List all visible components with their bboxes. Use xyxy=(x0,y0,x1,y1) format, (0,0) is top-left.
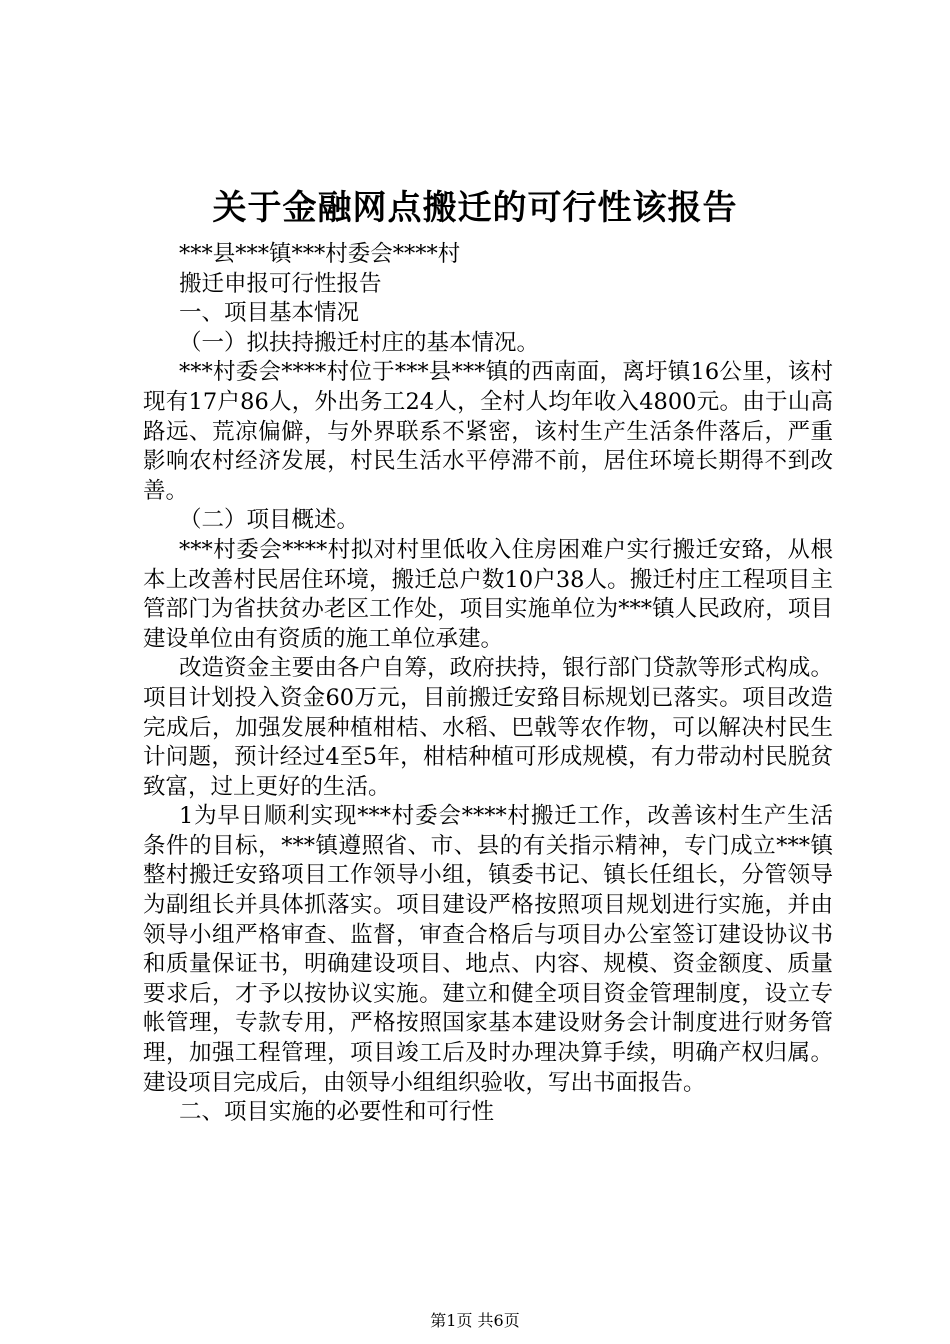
subsection-heading-1: （一）拟扶持搬迁村庄的基本情况。 xyxy=(179,329,540,356)
section-heading-1: 一、项目基本情况 xyxy=(179,300,360,327)
document-body xyxy=(143,240,833,1128)
paragraph-address: ***县***镇***村委会****村 xyxy=(179,241,461,267)
paragraph-village-situation: ***村委会****村位于***县***镇的西南面，离圩镇16公里，该村现有17户86人，外出务工24人，全村人均年收入4800元。由于山高路远、荒凉偏僻，与外界联系不紧密，该村生产生活条件落后，严重影响农村经济发展，村民生活水平停滞不前，居住环境长期得不到改善。 xyxy=(143,359,833,504)
subsection-heading-2: （二）项目概述。 xyxy=(179,507,360,534)
paragraph-report-name: 搬迁申报可行性报告 xyxy=(179,270,382,297)
section-heading-2: 二、项目实施的必要性和可行性 xyxy=(179,1099,495,1126)
document-title: 关于金融网点搬迁的可行性该报告 xyxy=(212,188,738,228)
page-footer: 第1页 共6页 xyxy=(430,1311,520,1330)
paragraph-management: 1为早日顺利实现***村委会****村搬迁工作，改善该村生产生活条件的目标，***镇遵照省、市、县的有关指示精神，专门成立***镇整村搬迁安臵项目工作领导小组，镇委书记、镇长任组长，分管领导为副组长并具体抓落实。项目建设严格按照项目规划进行实施，并由领导小组严格审查、监督，审查合格后与项目办公室签订建设协议书和质量保证书，明确建设项目、地点、内容、规模、资金额度、质量要求后，才予以按协议实施。建立和健全项目资金管理制度，设立专帐管理，专款专用，严格按照国家基本建设财务会计制度进行财务管理，加强工程管理，项目竣工后及时办理决算手续，明确产权归属。建设项目完成后，由领导小组组织验收，写出书面报告。 xyxy=(143,803,833,1096)
paragraph-funding: 改造资金主要由各户自筹，政府扶持，银行部门贷款等形式构成。项目计划投入资金60万元，目前搬迁安臵目标规划已落实。项目改造完成后，加强发展种植柑桔、水稻、巴戟等农作物，可以解决村民生计问题，预计经过4至5年，柑桔种植可形成规模，有力带动村民脱贫致富，过上更好的生活。 xyxy=(143,655,833,800)
paragraph-project-overview: ***村委会****村拟对村里低收入住房困难户实行搬迁安臵，从根本上改善村民居住环境，搬迁总户数10户38人。搬迁村庄工程项目主管部门为省扶贫办老区工作处，项目实施单位为***镇人民政府，项目建设单位由有资质的施工单位承建。 xyxy=(143,536,833,652)
